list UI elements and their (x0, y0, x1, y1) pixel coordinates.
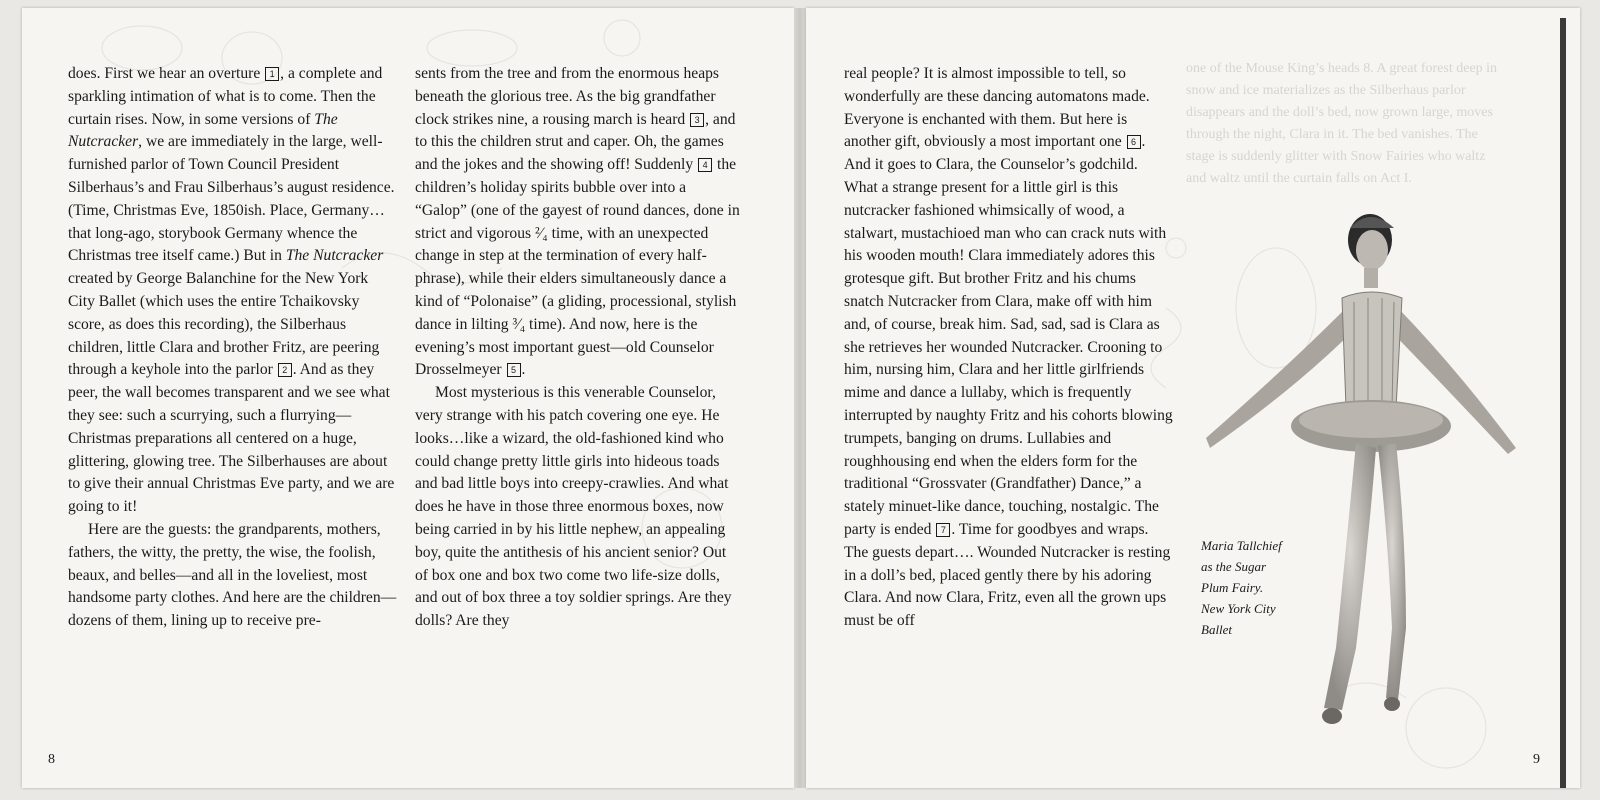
text-run: , and to this the children strut and caper. Oh, the games and the jokes and the showing off! Suddenly (415, 110, 736, 174)
text-run: . (521, 361, 526, 379)
page-number-left: 8 (48, 752, 55, 767)
faded-text: one of the Mouse King’s heads 8. A great forest deep in snow and ice materializes as the Silberhaus parlor disappears and the doll’s bed, now grown large, moves through the night, Clara in it. The bed vanishes. The stage is suddenly glitter with Snow Fairies who waltz and waltz until the curtain falls on Act I. (1186, 61, 1498, 186)
italic-title: The Nutcracker (68, 110, 338, 151)
text-run: created by George Balanchine for the New York City Ballet (which uses the entire Tchaikovsky score, as does this recording), the Silberhaus children, little Clara and brother Fritz, are peering through a keyhole into the parlor (68, 270, 380, 379)
text-run: the children’s holiday spirits bubble over into a “Galop” (one of the gayest of round dances, done in strict and vigorous ²⁄₄ time, with an unexpected change in step at the termination of every half-phrase), while their elders simultaneously dance a kind of “Polonaise” (a gliding, processional, stylish dance in lilting ³⁄₄ time). And now, here is the evening’s most important guest—old Counselor Drosselmeyer (415, 156, 740, 379)
text-run: . And as they peer, the wall becomes transparent and we see what they see: such a scurrying, such a flurrying—Christmas preparations all centered on a huge, glittering, glowing tree. The Silberhauses are about to give their annual Christmas Eve party, and we are going to it! (68, 361, 395, 516)
photo-caption (1201, 535, 1321, 640)
gutter (794, 8, 806, 788)
track-number-box: 6 (1127, 135, 1141, 149)
text-run: Here are the guests: the grandparents, mothers, fathers, the witty, the pretty, the wise, the foolish, beaux, and belles—and all in the loveliest, most handsome party clothes. And here are the children— dozens of them, lining up to receive pre- (68, 520, 397, 630)
text-run: real people? It is almost impossible to tell, so wonderfully are these dancing automatons made. Everyone is enchanted with them. But here is another gift, obviously a most important one (844, 65, 1150, 151)
caption-line-4: New York City (1201, 601, 1276, 616)
text-run: , we are immediately in the large, well-furnished parlor of Town Council President Silberhaus’s and Frau Silberhaus’s august residence. (Time, Christmas Eve, 1850ish. Place, Germany…that long-ago, storybook Germany whence the Christmas tree itself came.) But in (68, 133, 395, 265)
text-run: sents from the tree and from the enormous heaps beneath the glorious tree. As the big grandfather clock strikes nine, a rousing march is heard (415, 65, 719, 128)
caption-line-3: Plum Fairy. (1201, 580, 1264, 595)
track-number-box: 1 (265, 67, 279, 81)
column-2 (415, 63, 740, 633)
column-3 (844, 63, 1174, 633)
track-number-box: 4 (698, 158, 712, 172)
caption-line-2: as the Sugar (1201, 559, 1266, 574)
track-number-box: 5 (507, 363, 521, 377)
text-run: Most mysterious is this venerable Counselor, very strange with his patch covering one eye. He looks…like a wizard, the old-fashioned kind who could change pretty little girls into hideous toads and bad little boys into creepy-crawlies. And what does he have in those three enormous boxes, now being carried in by his little nephew, an appealing boy, quite the antithesis of his ancient senior? Out of box one and box two come two life-size dolls, and out of box three a toy soldier springs. Are they dolls? Are they (415, 384, 732, 630)
left-page (22, 8, 794, 788)
paragraph (415, 382, 740, 633)
text-run: . Time for goodbyes and wraps. The guests depart…. Wounded Nutcracker is resting in a doll’s bed, placed gently there by his adoring Clara. And now Clara, Fritz, even all the grown ups must be off (844, 520, 1171, 630)
paragraph (68, 519, 398, 633)
track-number-box: 3 (690, 113, 704, 127)
text-run: does. First we hear an overture (68, 65, 265, 82)
track-number-box: 7 (936, 523, 950, 537)
caption-line-5: Ballet (1201, 622, 1233, 637)
text-run: , a complete and sparkling intimation of what is to come. Then the curtain rises. Now, in some versions of (68, 65, 383, 128)
text-run: . And it goes to Clara, the Counselor’s godchild. What a strange present for a little girl is this nutcracker fashioned whimsically of wood, a stalwart, mustachioed man who can crack nuts with his wooden mouth! Clara immediately adores this grotesque gift. But brother Fritz and his chums snatch Nutcracker from Clara, make off with him and, of course, break him. Sad, sad, sad is Clara as she retrieves her wounded Nutcracker. Crooning to him, nursing him, Clara and her little girlfriends mime and dance a lullaby, which is frequently interrupted by naughty Fritz and his cohorts blowing trumpets, banging on drums. Lullabies and roughhousing end when the elders form for the traditional “Grossvater (Grandfather) Dance,” a stately minuet-like dance, touching, nostalgic. The party is ended (844, 133, 1173, 538)
column-1 (68, 63, 398, 633)
page-edge (1560, 18, 1566, 788)
page-number-right: 9 (1533, 752, 1540, 767)
track-number-box: 2 (278, 363, 292, 377)
italic-title: The Nutcracker (285, 247, 384, 265)
caption-line-1: Maria Tallchief (1201, 538, 1282, 553)
paragraph (415, 63, 740, 382)
right-page (806, 8, 1580, 788)
paragraph (68, 63, 398, 519)
paragraph (844, 63, 1174, 633)
ballerina-photo (1196, 198, 1536, 738)
